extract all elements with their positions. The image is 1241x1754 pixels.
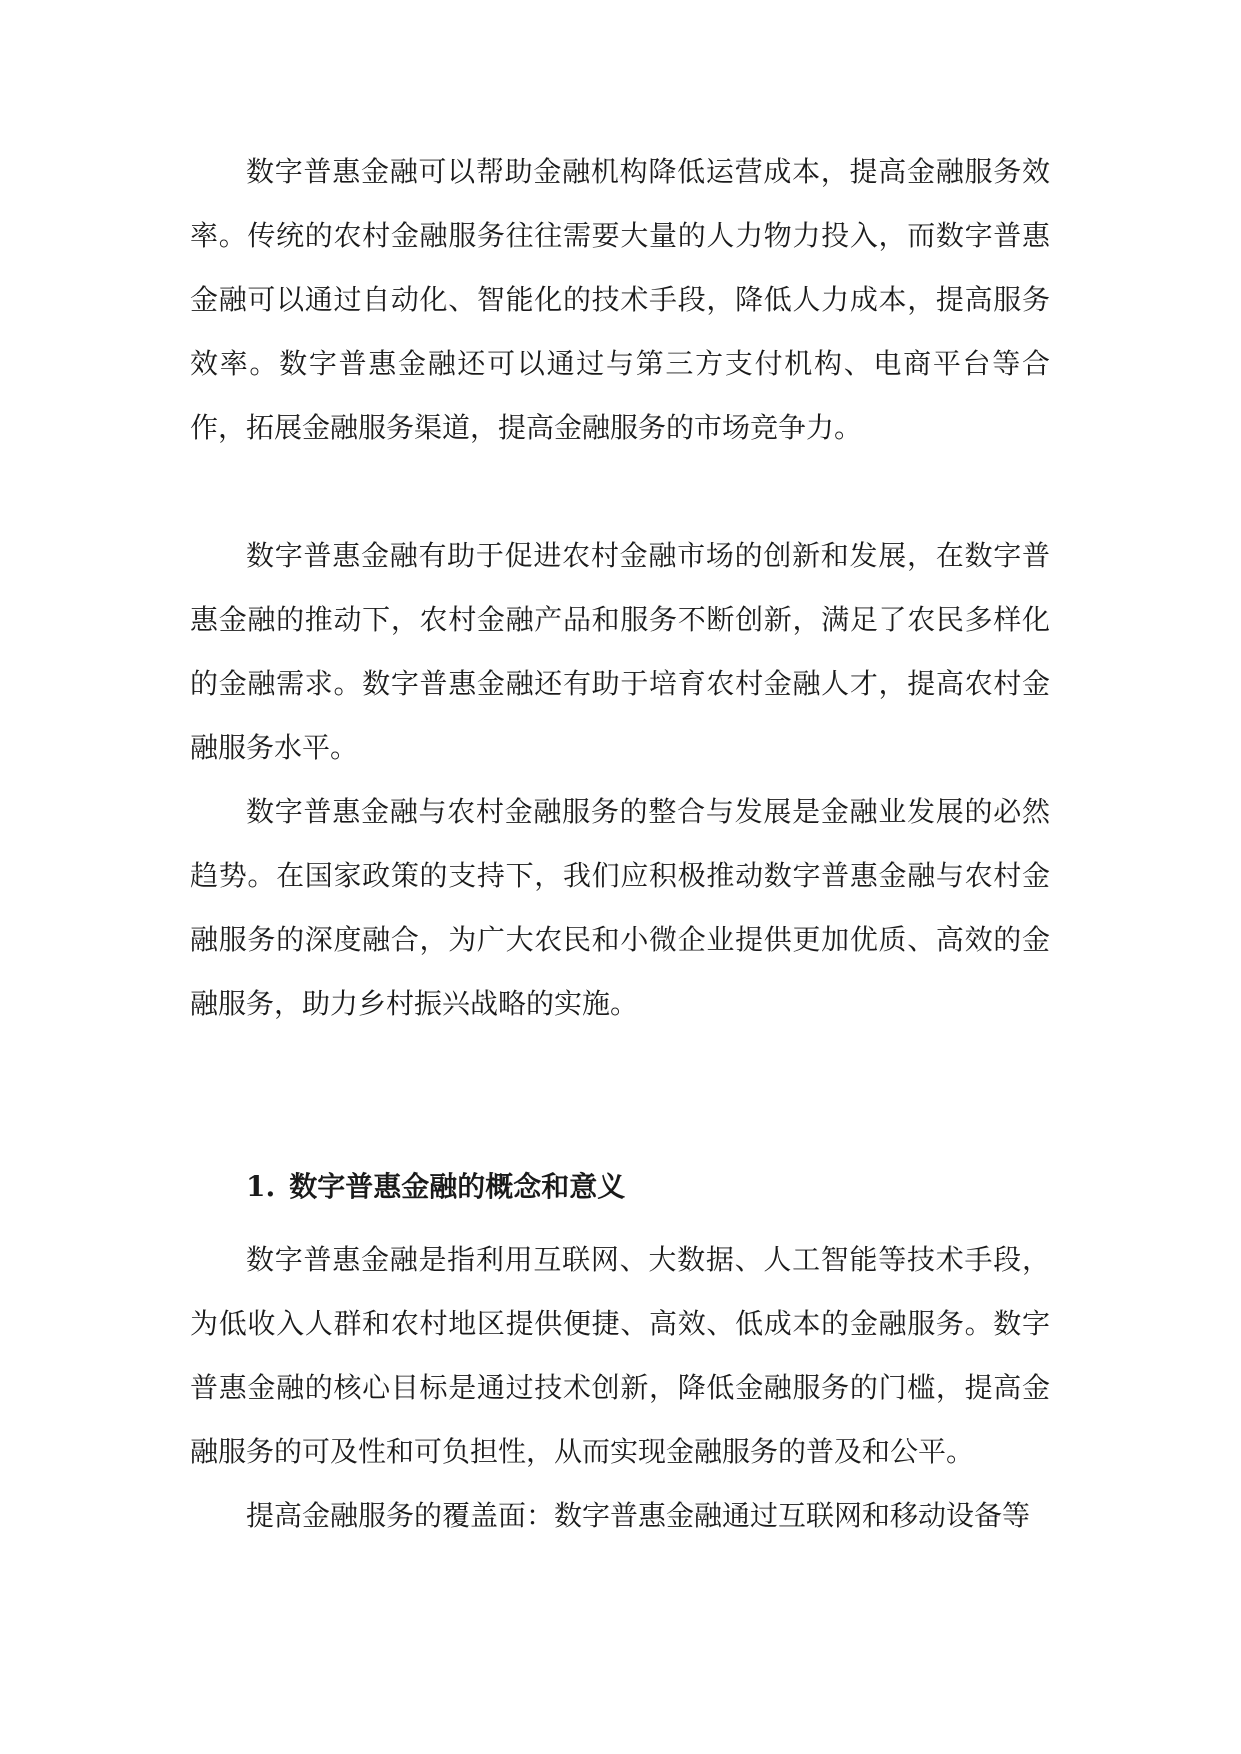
paragraph-operating-cost: 数字普惠金融可以帮助金融机构降低运营成本，提高金融服务效率。传统的农村金融服务往往需要大量的人力物力投入，而数字普惠金融可以通过自动化、智能化的技术手段，降低人力成本，提高服务效率。数字普惠金融还可以通过与第三方支付机构、电商平台等合作，拓展金融服务渠道，提高金融服务的市场竞争力。 <box>190 155 1050 444</box>
section-title: 数字普惠金融的概念和意义 <box>289 1170 626 1203</box>
paragraph-definition: 数字普惠金融是指利用互联网、大数据、人工智能等技术手段，为低收入人群和农村地区提供便捷、高效、低成本的金融服务。数字普惠金融的核心目标是通过技术创新，降低金融服务的门槛，提高金融服务的可及性和可负担性，从而实现金融服务的普及和公平。 <box>190 1243 1050 1468</box>
paragraph-coverage: 提高金融服务的覆盖面：数字普惠金融通过互联网和移动设备等 <box>246 1499 1031 1532</box>
paragraph-market-innovation: 数字普惠金融有助于促进农村金融市场的创新和发展，在数字普惠金融的推动下，农村金融产品和服务不断创新，满足了农民多样化的金融需求。数字普惠金融还有助于培育农村金融人才，提高农村金融服务水平。 <box>190 539 1050 764</box>
section-number: 1. <box>246 1170 276 1203</box>
paragraph-integration-trend: 数字普惠金融与农村金融服务的整合与发展是金融业发展的必然趋势。在国家政策的支持下，我们应积极推动数字普惠金融与农村金融服务的深度融合，为广大农民和小微企业提供更加优质、高效的金融服务，助力乡村振兴战略的实施。 <box>190 795 1050 1020</box>
section-heading <box>246 1155 625 1219</box>
